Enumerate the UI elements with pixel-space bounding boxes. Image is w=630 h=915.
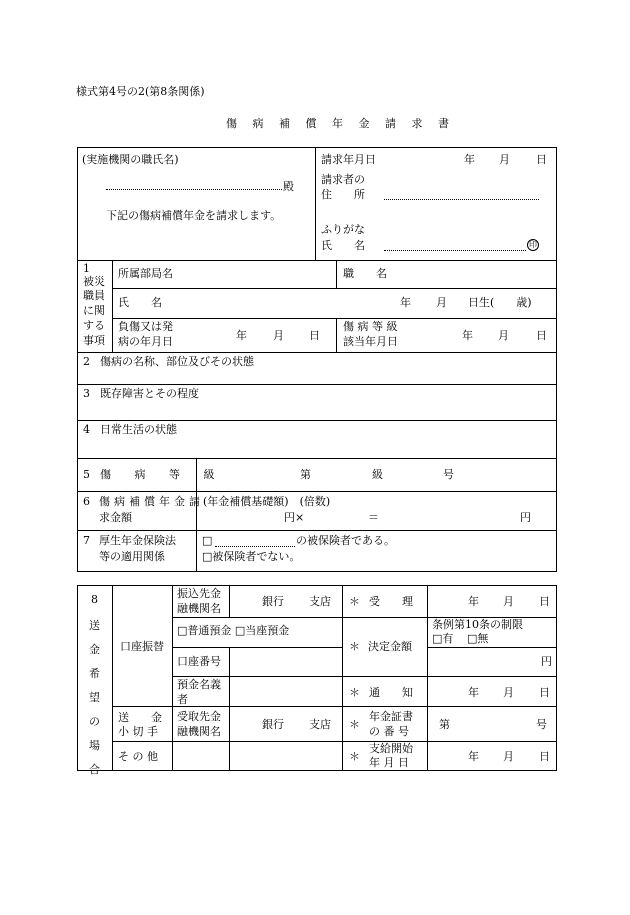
grade-year: 年 bbox=[462, 329, 473, 342]
received-year: 年 bbox=[468, 595, 479, 608]
sec8-num: 8 bbox=[91, 593, 98, 606]
sec7-num: 7 bbox=[83, 534, 90, 547]
sec5-kyu: 級 bbox=[372, 468, 383, 481]
sec2-num: 2 bbox=[83, 355, 90, 368]
sec1-heading-4: する bbox=[83, 319, 105, 332]
decision-label: 決定金額 bbox=[368, 640, 412, 653]
cert-star: ＊ bbox=[349, 718, 360, 731]
start-month: 月 bbox=[503, 750, 514, 763]
form-code: 様式第4号の2(第8条関係) bbox=[76, 85, 205, 98]
notice-day: 日 bbox=[539, 686, 550, 699]
notice-year: 年 bbox=[468, 686, 479, 699]
sec8-side-4: 望 bbox=[89, 691, 100, 704]
injury-day: 日 bbox=[309, 329, 320, 342]
sec6-label-2: 求金額 bbox=[99, 511, 132, 524]
injury-date-label-1: 負傷又は発 bbox=[118, 320, 173, 333]
dob-month: 月 bbox=[436, 296, 447, 309]
sec5-num: 5 bbox=[83, 468, 90, 481]
cert-label-2: の 番 号 bbox=[369, 725, 409, 738]
sec1-heading-3: に関 bbox=[83, 304, 105, 317]
sec3-num: 3 bbox=[83, 387, 90, 400]
claimant-address-label-2: 住 所 bbox=[321, 188, 365, 201]
req-month: 月 bbox=[499, 153, 510, 166]
holder-label-1: 預金名義 bbox=[177, 678, 221, 691]
agency-name-line[interactable] bbox=[106, 189, 282, 190]
sec8-side-2: 金 bbox=[89, 643, 100, 656]
decision-yen: 円 bbox=[541, 655, 552, 668]
start-day: 日 bbox=[539, 750, 550, 763]
cheque-label-1: 送 金 bbox=[118, 711, 162, 724]
victim-name-label: 氏 名 bbox=[118, 296, 162, 309]
injury-date-label-2: 病の年月日 bbox=[118, 335, 173, 348]
sec8-side-6: 場 bbox=[89, 739, 100, 752]
received-day: 日 bbox=[539, 595, 550, 608]
other-method-label: そ の 他 bbox=[118, 750, 158, 763]
cert-label-1: 年金証書 bbox=[369, 710, 413, 723]
recv-bank-suffix: 銀行 bbox=[262, 718, 284, 731]
sec4-num: 4 bbox=[83, 423, 90, 436]
dob-day-age: 日生( 歳) bbox=[468, 296, 532, 309]
dept-label: 所属部局名 bbox=[118, 267, 173, 280]
recv-branch-suffix: 支店 bbox=[309, 718, 331, 731]
bank-label-2: 融機関名 bbox=[177, 602, 221, 615]
deposit-type-checkboxes[interactable]: □普通預金 □当座預金 bbox=[177, 624, 290, 637]
sec8-side-1: 送 bbox=[89, 619, 100, 632]
start-label-2: 年 月 日 bbox=[369, 756, 409, 769]
received-label: 受 理 bbox=[369, 595, 413, 608]
recv-bank-label-2: 融機関名 bbox=[177, 725, 221, 738]
sec1-num: 1 bbox=[83, 262, 90, 275]
grade-month: 月 bbox=[498, 329, 509, 342]
cert-go: 号 bbox=[536, 718, 547, 731]
recv-bank-label-1: 受取先金 bbox=[177, 710, 221, 723]
sec3-label: 既存障害とその程度 bbox=[100, 387, 199, 400]
job-title-label: 職 名 bbox=[343, 267, 387, 280]
holder-label-2: 者 bbox=[177, 693, 188, 706]
req-year: 年 bbox=[464, 153, 475, 166]
decision-star: ＊ bbox=[349, 640, 360, 653]
req-day: 日 bbox=[536, 153, 547, 166]
sec4-label: 日常生活の状態 bbox=[100, 423, 177, 436]
start-label-1: 支給開始 bbox=[369, 742, 413, 755]
received-month: 月 bbox=[503, 595, 514, 608]
claimant-name-line[interactable] bbox=[384, 250, 526, 251]
notice-month: 月 bbox=[503, 686, 514, 699]
sec8-side-7: 合 bbox=[89, 763, 100, 776]
sec7-label-1: 厚生年金保険法 bbox=[99, 534, 176, 547]
account-number-label: 口座番号 bbox=[177, 655, 221, 668]
claimant-name-label: 氏 名 bbox=[321, 239, 365, 252]
injury-year: 年 bbox=[236, 329, 247, 342]
sec8-side-heading bbox=[77, 593, 112, 785]
sec6-yen: 円 bbox=[520, 511, 531, 524]
injury-month: 月 bbox=[273, 329, 284, 342]
insured-checkbox[interactable]: □ bbox=[202, 534, 213, 547]
bank-label-1: 振込先金 bbox=[177, 587, 221, 600]
sec2-label: 傷病の名称、部位及びその状態 bbox=[100, 355, 254, 368]
remittance-table bbox=[77, 585, 557, 771]
not-insured-checkbox[interactable]: □被保険者でない。 bbox=[202, 550, 301, 563]
sec6-basis: (年金補償基礎額) (倍数) bbox=[203, 495, 331, 508]
sec1-heading-1: 被災 bbox=[83, 275, 105, 288]
sec8-side-5: の bbox=[89, 715, 100, 728]
sec6-yen-times: 円× bbox=[284, 511, 305, 524]
notice-label: 通 知 bbox=[369, 686, 413, 699]
cheque-label-2: 小 切 手 bbox=[118, 725, 158, 738]
sec8-side-3: 希 bbox=[89, 667, 100, 680]
sec1-heading-2: 職員 bbox=[83, 289, 105, 302]
article10-label: 条例第10条の制限 bbox=[432, 618, 523, 631]
request-date-label: 請求年月日 bbox=[321, 153, 376, 166]
honorific: 殿 bbox=[283, 180, 294, 193]
agency-label: (実施機関の職氏名) bbox=[82, 153, 179, 166]
claimant-address-line[interactable] bbox=[384, 199, 539, 200]
cert-dai: 第 bbox=[439, 718, 450, 731]
dob-year: 年 bbox=[400, 296, 411, 309]
seal-mark: 印 bbox=[529, 240, 537, 249]
sec6-num: 6 bbox=[83, 495, 90, 508]
account-transfer-label: 口座振替 bbox=[120, 640, 164, 653]
grade-date-label-2: 該当年月日 bbox=[343, 335, 398, 348]
furigana-label: ふりがな bbox=[321, 223, 365, 236]
limit-yes-checkbox[interactable]: □有 bbox=[432, 632, 454, 645]
received-star: ＊ bbox=[349, 595, 360, 608]
form-title: 傷 病 補 償 年 金 請 求 書 bbox=[226, 117, 455, 130]
start-year: 年 bbox=[468, 750, 479, 763]
sec7-label-2: 等の適用関係 bbox=[99, 550, 165, 563]
insured-text: の被保険者である。 bbox=[296, 534, 395, 547]
claimant-address-label-1: 請求者の bbox=[321, 173, 365, 186]
bank-suffix: 銀行 bbox=[262, 595, 284, 608]
start-star: ＊ bbox=[349, 750, 360, 763]
sec6-label-1: 傷病補償年金請 bbox=[99, 495, 204, 508]
grade-date-label-1: 傷 病 等 級 bbox=[343, 320, 398, 333]
sec5-go: 号 bbox=[443, 468, 454, 481]
sec5-label: 傷 病 等 級 bbox=[100, 468, 225, 481]
branch-suffix: 支店 bbox=[309, 595, 331, 608]
notice-star: ＊ bbox=[349, 686, 360, 699]
sec5-dai: 第 bbox=[300, 468, 311, 481]
sec6-equals: ＝ bbox=[368, 511, 379, 524]
grade-day: 日 bbox=[536, 329, 547, 342]
sec1-heading-5: 事項 bbox=[83, 334, 105, 347]
limit-no-checkbox[interactable]: □無 bbox=[467, 632, 489, 645]
insurance-name-line[interactable] bbox=[215, 546, 295, 547]
request-text: 下記の傷病補償年金を請求します。 bbox=[106, 209, 282, 222]
